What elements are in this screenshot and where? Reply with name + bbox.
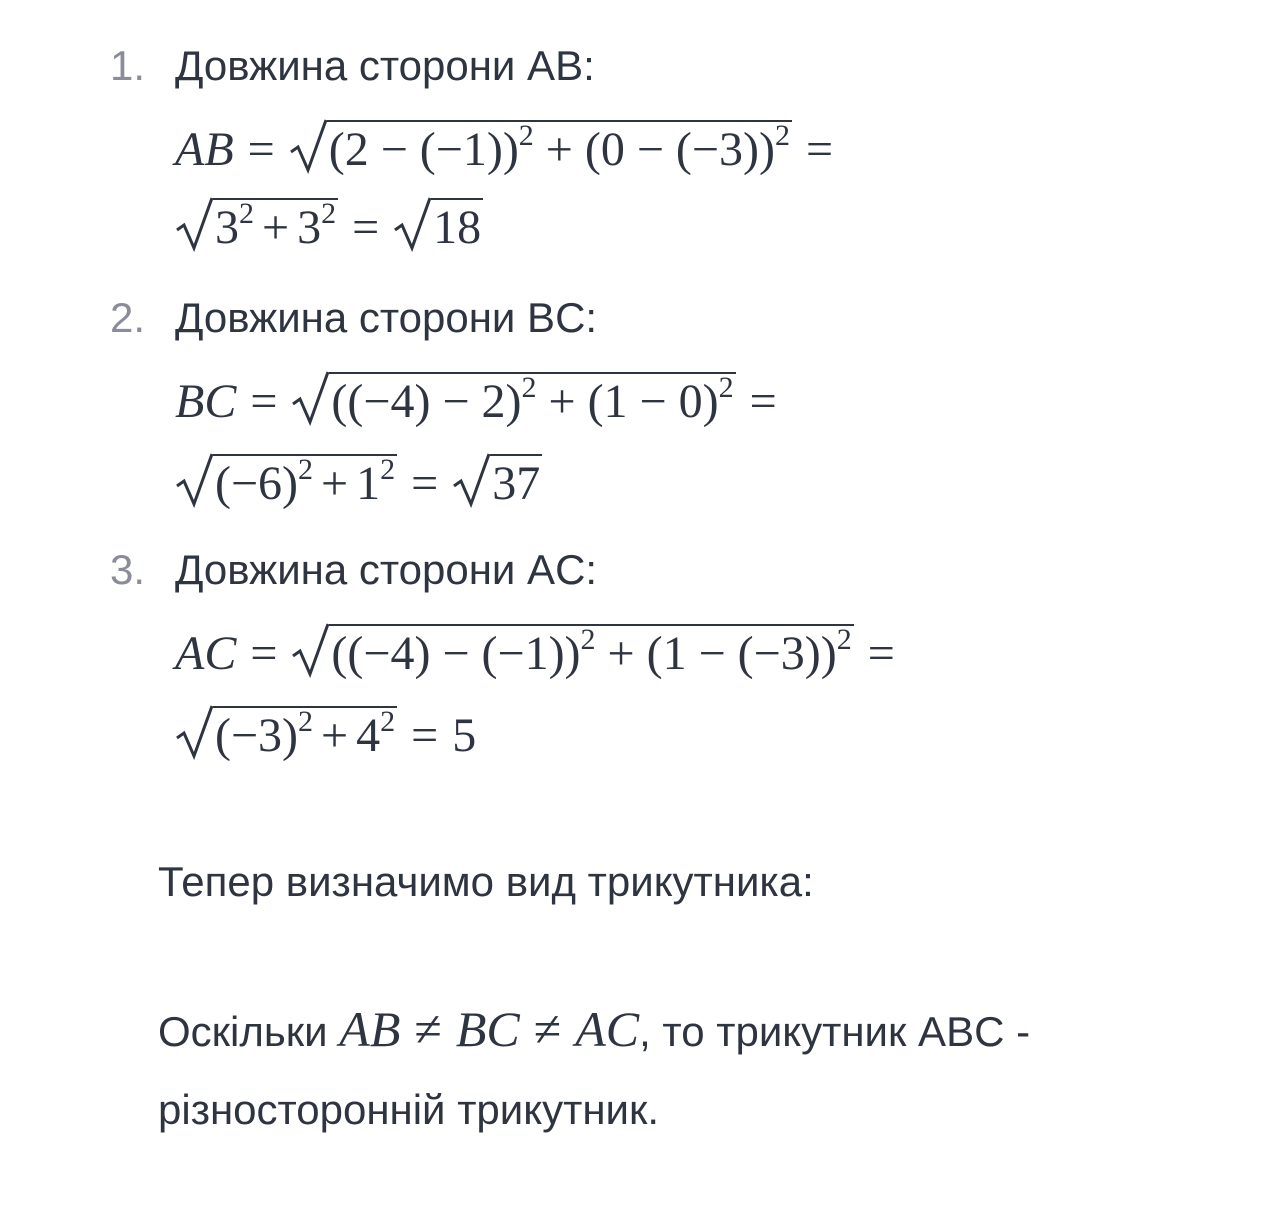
sqrt: $((-4) - 2)^2 + (1 - 0)^2$: [291, 370, 735, 426]
sqrt: $(-3)^2 + 4^2$: [175, 704, 397, 760]
paragraph-intro: Тепер визначимо вид трикутника:: [158, 858, 814, 905]
result: 5: [452, 709, 477, 762]
formula-line-2: $(-3)^2 + 4^2$ = 5: [175, 704, 476, 760]
lhs: AC: [175, 627, 237, 680]
step-heading: Довжина сторони AB:: [175, 42, 595, 89]
radical-sign: [289, 118, 329, 174]
sqrt: $3^2 + 3^2$: [175, 196, 338, 252]
paragraph-conclusion-line-2: різносторонній трикутник.: [158, 1086, 660, 1133]
step-number: 1.: [110, 42, 146, 89]
formula-line-2: $3^2 + 3^2$ = 18: [175, 196, 483, 252]
paragraph-conclusion: Оскільки AB ≠ BC ≠ AC, то трикутник ABC -: [158, 1001, 1031, 1057]
math-ac: AC: [575, 1001, 640, 1057]
formula-line-1: AB = $(2 - (-1))^2 + (0 - (-3))^2$ =: [175, 119, 834, 176]
sqrt: $(2 - (-1))^2 + (0 - (-3))^2$: [289, 118, 792, 174]
sqrt: 37: [452, 452, 542, 508]
step-number: 2.: [110, 294, 146, 341]
formula-line-1: BC = $((-4) - 2)^2 + (1 - 0)^2$ =: [175, 371, 777, 428]
step-heading: Довжина сторони AC:: [175, 546, 598, 593]
step-number: 3.: [110, 546, 146, 593]
formula-line-1: AC = $((-4) - (-1))^2 + (1 - (-3))^2$ =: [175, 623, 895, 680]
lhs: BC: [175, 375, 237, 428]
math-bc: BC: [455, 1001, 520, 1057]
sqrt: $(-6)^2 + 1^2$: [175, 452, 397, 508]
math-ab: AB: [339, 1001, 401, 1057]
sqrt: $((-4) - (-1))^2 + (1 - (-3))^2$: [291, 622, 853, 678]
step-heading: Довжина сторони BC:: [175, 294, 598, 341]
formula-line-2: $(-6)^2 + 1^2$ = 37: [175, 452, 542, 508]
sqrt: 18: [393, 196, 483, 252]
lhs: AB: [175, 123, 234, 176]
